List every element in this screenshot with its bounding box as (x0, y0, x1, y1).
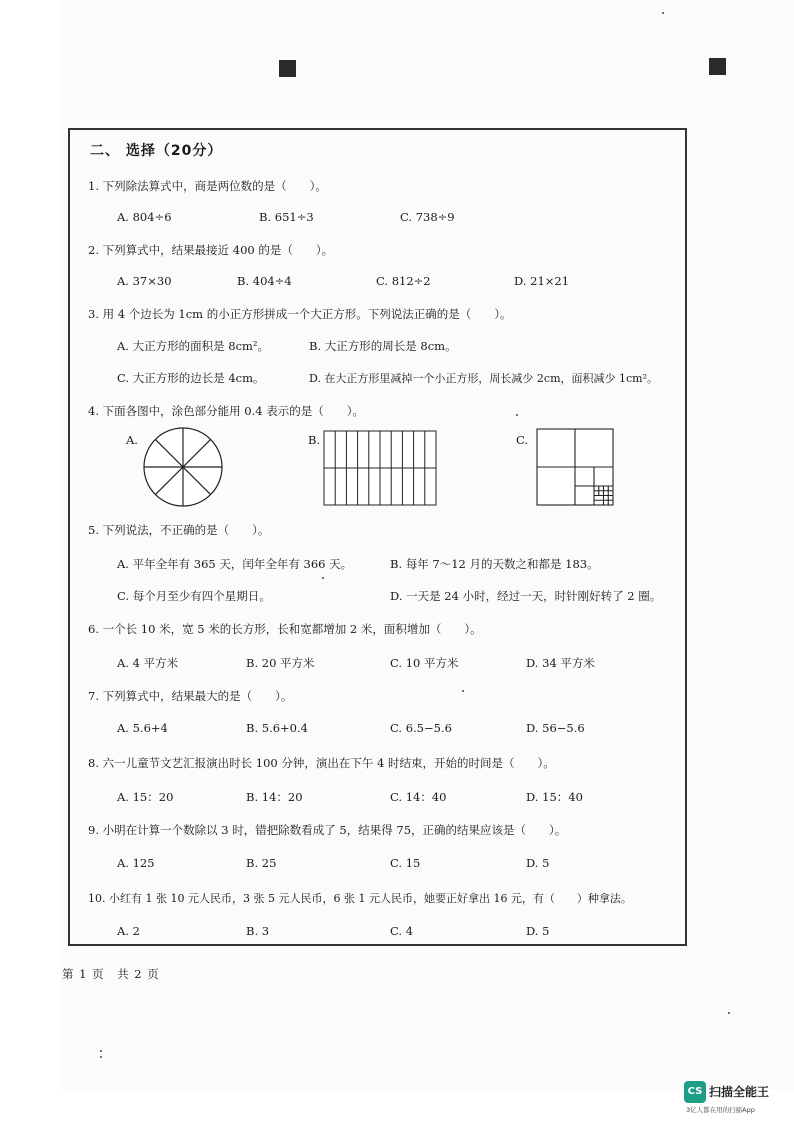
question-2-option-c: C. 812÷2 (376, 274, 431, 288)
question-5-option-d: D. 一天是 24 小时，经过一天，时针刚好转了 2 圈。 (390, 589, 662, 603)
registration-mark-right (709, 58, 726, 75)
question-6-option-b: B. 20 平方米 (246, 656, 315, 670)
question-10-option-b: B. 3 (246, 924, 270, 938)
question-8-option-c: C. 14：40 (390, 790, 447, 804)
question-8-option-b: B. 14：20 (246, 790, 303, 804)
figure-c-squares (536, 428, 614, 506)
question-7-option-b: B. 5.6+0.4 (246, 721, 308, 735)
scan-speck (100, 1050, 102, 1052)
question-6-option-a: A. 4 平方米 (117, 656, 179, 670)
question-3-stem: 3. 用 4 个边长为 1cm 的小正方形拼成一个大正方形。下列说法正确的是（ ）。 (88, 307, 512, 321)
question-1-option-c: C. 738÷9 (400, 210, 455, 224)
question-10-stem: 10. 小红有 1 张 10 元人民币，3 张 5 元人民币，6 张 1 元人民币，她要正好拿出 16 元，有（ ）种拿法。 (88, 892, 632, 905)
question-6-option-d: D. 34 平方米 (526, 656, 595, 670)
question-3-option-d: D. 在大正方形里减掉一个小正方形，周长减少 2cm，面积减少 1cm²。 (309, 372, 659, 385)
figure-a-circle (138, 426, 228, 508)
question-6-stem: 6. 一个长 10 米，宽 5 米的长方形，长和宽都增加 2 米，面积增加（ ）。 (88, 622, 482, 636)
scan-speck (322, 577, 324, 579)
question-3-option-a: A. 大正方形的面积是 8cm²。 (117, 339, 270, 353)
registration-mark-left (279, 60, 296, 77)
question-1-stem: 1. 下列除法算式中，商是两位数的是（ ）。 (88, 179, 327, 193)
question-7-option-a: A. 5.6+4 (117, 721, 168, 735)
figure-a-label: A. (126, 433, 138, 447)
question-6-option-c: C. 10 平方米 (390, 656, 459, 670)
question-3-option-c: C. 大正方形的边长是 4cm。 (117, 371, 265, 385)
question-3-option-b: B. 大正方形的周长是 8cm。 (309, 339, 457, 353)
scanner-app-name: 扫描全能王 (709, 1085, 770, 1099)
scan-speck (462, 690, 464, 692)
question-1-option-a: A. 804÷6 (117, 210, 172, 224)
circle-eighths (144, 428, 222, 506)
question-8-option-a: A. 15：20 (117, 790, 174, 804)
scanner-tagline: 3亿人都在用的扫描App (686, 1106, 755, 1114)
question-7-option-d: D. 56−5.6 (526, 721, 585, 735)
question-5-option-b: B. 每年 7～12 月的天数之和都是 183。 (390, 557, 599, 571)
question-9-option-a: A. 125 (117, 856, 155, 870)
question-9-option-c: C. 15 (390, 856, 421, 870)
question-5-stem: 5. 下列说法，不正确的是（ ）。 (88, 523, 270, 537)
question-9-option-d: D. 5 (526, 856, 550, 870)
question-5-option-c: C. 每个月至少有四个星期日。 (117, 589, 271, 603)
scanner-watermark (684, 1079, 794, 1119)
question-4-stem: 4. 下面各图中，涂色部分能用 0.4 表示的是（ ）。 (88, 404, 364, 418)
question-10-option-d: D. 5 (526, 924, 550, 938)
question-1-option-b: B. 651÷3 (259, 210, 314, 224)
question-8-option-d: D. 15：40 (526, 790, 583, 804)
scanner-logo-icon: CS (684, 1081, 706, 1103)
figure-c-label: C. (516, 433, 529, 447)
question-10-option-a: A. 2 (117, 924, 140, 938)
question-2-option-b: B. 404÷4 (237, 274, 292, 288)
question-9-option-b: B. 25 (246, 856, 277, 870)
scan-speck (662, 12, 664, 14)
question-8-stem: 8. 六一儿童节文艺汇报演出时长 100 分钟，演出在下午 4 时结束，开始的时间是（ ）。 (88, 756, 555, 770)
question-7-stem: 7. 下列算式中，结果最大的是（ ）。 (88, 689, 293, 703)
question-10-option-c: C. 4 (390, 924, 414, 938)
question-2-option-d: D. 21×21 (514, 274, 570, 288)
question-7-option-c: C. 6.5−5.6 (390, 721, 452, 735)
figure-b-grid (323, 430, 437, 506)
section-title: 二、 选择（20分） (90, 143, 223, 159)
figure-b-label: B. (308, 433, 321, 447)
scan-speck (100, 1056, 102, 1058)
question-5-option-a: A. 平年全年有 365 天，闰年全年有 366 天。 (117, 557, 353, 571)
question-9-stem: 9. 小明在计算一个数除以 3 时，错把除数看成了 5，结果得 75，正确的结果应该是（ ）。 (88, 823, 567, 837)
page-footer: 第 1 页 共 2 页 (62, 967, 160, 981)
scan-speck (728, 1012, 730, 1014)
scan-speck (516, 414, 518, 416)
question-2-option-a: A. 37×30 (117, 274, 172, 288)
question-2-stem: 2. 下列算式中，结果最接近 400 的是（ ）。 (88, 243, 334, 257)
